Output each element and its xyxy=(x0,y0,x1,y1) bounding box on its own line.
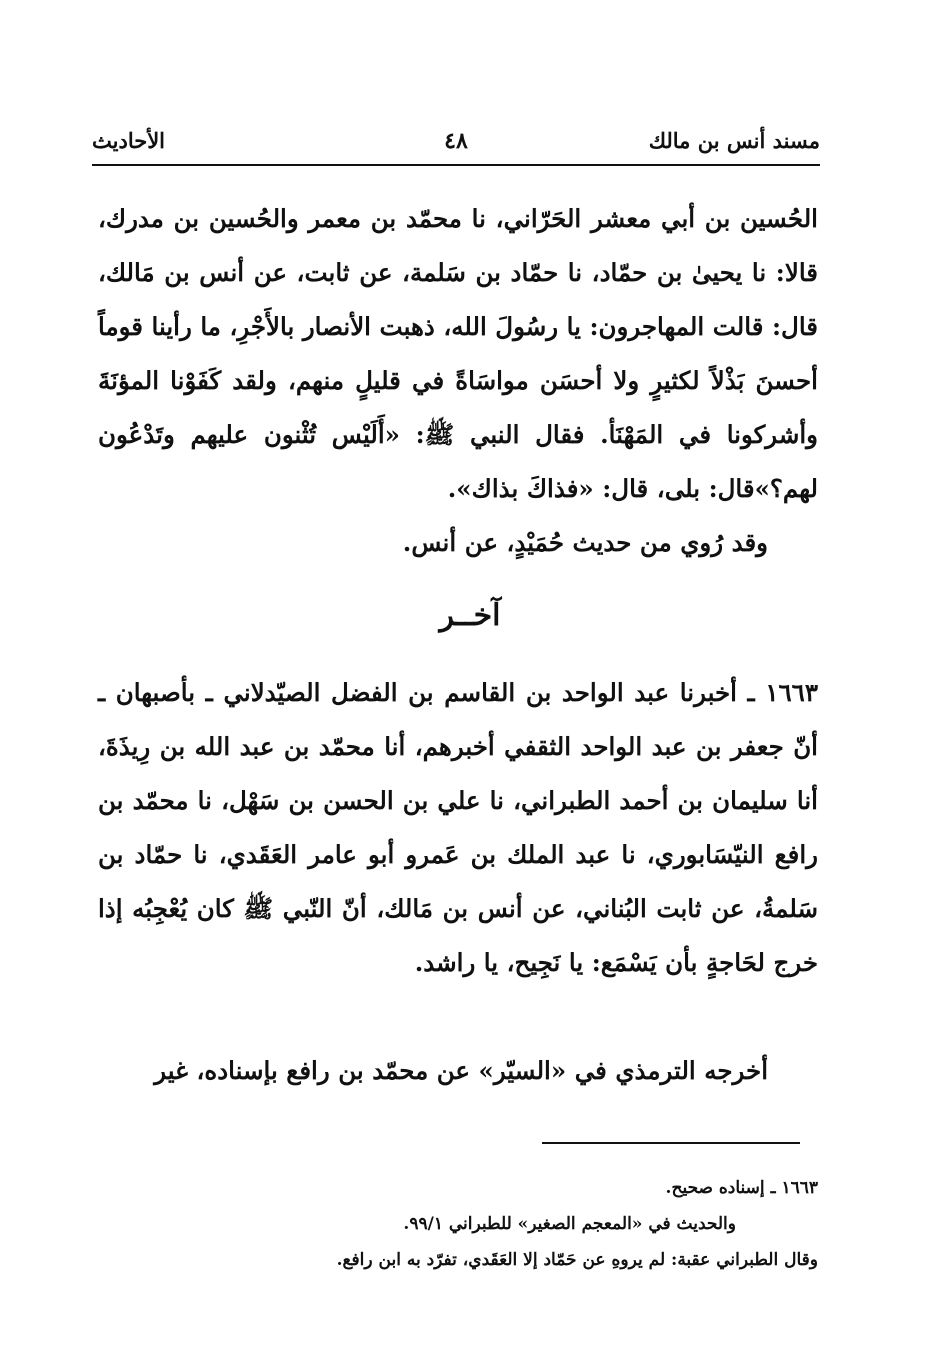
takhrij-paragraph: أخرجه الترمذي في «السيّر» عن محمّد بن رافع بإسناده، غير xyxy=(154,1056,768,1085)
page-number: ٤٨ xyxy=(444,128,468,154)
running-header xyxy=(92,128,820,164)
footnote-line: ١٦٦٣ ـ إسناده صحيح. xyxy=(665,1178,818,1198)
hadith-paragraph: ١٦٦٣ ـ أخبرنا عبد الواحد بن القاسم بن الفضل الصيّدلاني ـ بأصبهان ـ أنّ جعفر بن عبد الواحد الثقفي أخبرهم، أنا محمّد بن عبد الله بن رِيذَةَ، أنا سليمان بن أحمد الطبراني، نا علي بن الحسن بن سَهْل، نا محمّد بن رافع النيّسَابوري، نا عبد الملك بن عَمرو أبو عامر العَقَدي، نا حمّاد بن سَلمةُ، عن ثابت البُناني، عن أنس بن مَالك، أنّ النّبي ﷺ كان يُعْجِبُه إذا خرج لحَاجةٍ بأن يَسْمَع: يا نَجِيح، يا راشد. xyxy=(98,678,818,977)
header-divider xyxy=(92,164,820,166)
footnote-divider xyxy=(542,1142,800,1144)
footnote-line: وقال الطبراني عقبة: لم يروهِ عن حَمّاد إلا العَقَدي، تفرّد به ابن رافع. xyxy=(336,1250,818,1270)
section-title: آخــر xyxy=(439,598,501,633)
hadith-paragraph: الحُسين بن أبي معشر الحَرّاني، نا محمّد بن معمر والحُسين بن مدرك، قالا: نا يحيىٰ بن حمّاد، نا حمّاد بن سَلمة، عن ثابت، عن أنس بن مَالك، قال: قالت المهاجرون: يا رسُولَ الله، ذهبت الأنصار بالأَجْرِ، ما رأينا قوماً أحسنَ بَذْلاً لكثيرٍ ولا أحسَن مواسَاةً في قليلٍ منهم، ولقد كَفَوْنا المؤنَةَ وأشركونا في المَهْنَأ. فقال النبي ﷺ: «أَلَيْس تُثْنون عليهم وتَدْعُون لهم؟»قال: بلى، قال: «فذاكَ بذاك». xyxy=(98,204,818,503)
footnotes xyxy=(98,1170,818,1278)
footnote-line: والحديث في «المعجم الصغير» للطبراني ٩٩/١. xyxy=(403,1214,736,1234)
book-title: مسند أنس بن مالك xyxy=(648,128,820,153)
section-name: الأحاديث xyxy=(92,128,166,153)
narration-note: وقد رُوي من حديث حُمَيْدٍ، عن أنس. xyxy=(402,528,768,557)
